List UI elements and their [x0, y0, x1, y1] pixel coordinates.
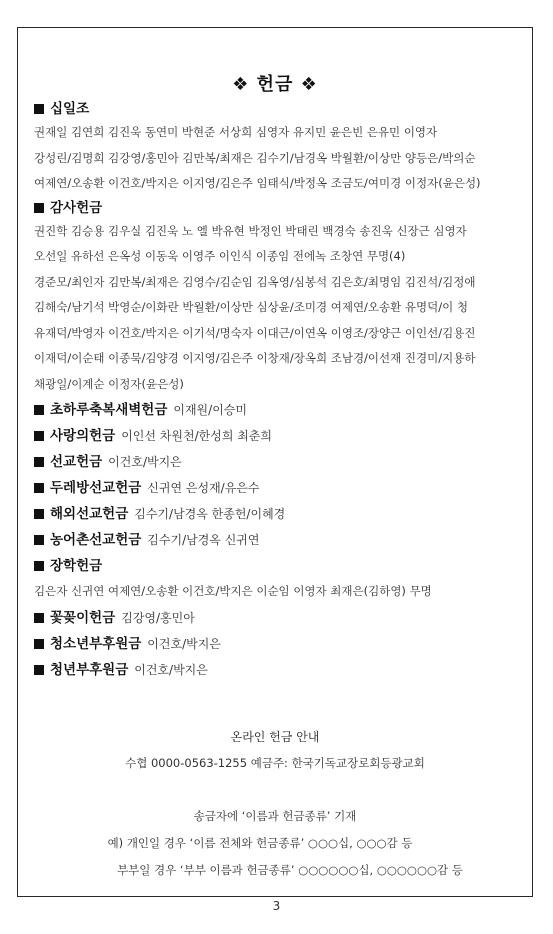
bulletin-frame — [17, 27, 533, 897]
thanks-names-line: 경준모/최인자 김만복/최재은 김영수/김순임 김옥영/심봉석 김은호/최명임 김진석/김정애 — [34, 274, 476, 289]
section-heading-overseas-mission: 해외선교헌금 김수기/남경옥 한종헌/이혜경 — [34, 501, 524, 527]
section-heading-flower: 꽃꽂이헌금 김강영/홍민아 — [34, 605, 524, 631]
square-bullet-icon — [34, 561, 44, 571]
tithe-names-line: 여제연/오송환 이건호/박지은 이지영/김은주 임태식/박정옥 조금도/여미경 이정자(윤은성) — [34, 176, 481, 190]
page-title: ❖ 헌금 ❖ — [232, 74, 318, 95]
sender-instruction: 송금자에 ‘이름과 헌금종류’ 기재 — [193, 809, 357, 823]
section-heading-love: 사랑의헌금 이인선 차원천/한성희 최춘희 — [34, 423, 524, 449]
section-names: 신귀연 은성재/유은수 — [147, 481, 260, 495]
square-bullet-icon — [34, 483, 44, 493]
square-bullet-icon — [34, 639, 44, 649]
tithe-names-line: 강성린/김명희 김강영/홍민아 김만복/최재은 김수기/남경옥 박월환/이상만 양등은/박의순 — [34, 150, 476, 165]
section-heading-mission: 선교헌금 이건호/박지은 — [34, 449, 524, 475]
square-bullet-icon — [34, 203, 44, 213]
thanks-names-line: 이재덕/이순태 이종묵/김양경 이지영/김은주 이창재/장옥희 조남경/이선재 진경미/지용하 — [34, 351, 476, 365]
thanks-names-line: 채광일/이계순 이정자(윤은성) — [34, 376, 184, 391]
section-heading-youth-support: 청소년부후원금 이건호/박지은 — [34, 631, 524, 657]
square-bullet-icon — [34, 104, 44, 114]
section-names: 이건호/박지은 — [134, 662, 208, 677]
section-names: 이인선 차원천/한성희 최춘희 — [121, 429, 272, 443]
page-number: 3 — [272, 899, 281, 913]
section-heading-tithe: 십일조 — [34, 98, 524, 120]
section-heading-thanks: 감사헌금 — [34, 197, 524, 219]
square-bullet-icon — [34, 405, 44, 415]
square-bullet-icon — [34, 457, 44, 467]
section-names: 김강영/홍민아 — [121, 610, 195, 625]
offering-list — [34, 98, 524, 683]
example-individual: 예) 개인일 경우 ‘이름 전체와 헌금종류’ ○○○십, ○○○감 등 — [107, 836, 413, 850]
square-bullet-icon — [34, 535, 44, 545]
section-heading-scholarship: 장학헌금 — [34, 553, 524, 579]
thanks-names-line: 김해숙/남기석 박영순/이화란 박월환/이상만 심상윤/조미경 여제연/오송환 유명덕/이 청 — [34, 300, 468, 314]
section-names: 이건호/박지은 — [108, 455, 182, 469]
square-bullet-icon — [34, 613, 44, 623]
section-names: 이건호/박지은 — [147, 636, 221, 651]
thanks-names-line: 오선일 유하선 은옥성 이동욱 이영주 이인식 이종임 전에녹 조창연 무명(4) — [34, 249, 406, 263]
square-bullet-icon — [34, 665, 44, 675]
online-offering-heading: 온라인 헌금 안내 — [230, 730, 320, 744]
square-bullet-icon — [34, 509, 44, 519]
section-heading-young-adult-support: 청년부후원금 이건호/박지은 — [34, 657, 524, 683]
section-names: 이재원/이승미 — [173, 403, 247, 417]
section-heading-rural-mission: 농어촌선교헌금 김수기/남경옥 신귀연 — [34, 527, 524, 553]
square-bullet-icon — [34, 431, 44, 441]
section-names: 김수기/남경옥 한종헌/이혜경 — [134, 507, 286, 521]
section-heading-durebang-mission: 두레방선교헌금 신귀연 은성재/유은수 — [34, 475, 524, 501]
thanks-names-line: 권진학 김승용 김우실 김진욱 노 엘 박유현 박정인 박태린 백경숙 송진욱 신장근 심영자 — [34, 223, 467, 238]
account-info: 수협 0000-0563-1255 예금주: 한국기독교장로회등광교회 — [125, 756, 425, 770]
tithe-names-line: 권재일 김연희 김진욱 동연미 박현준 서상희 심영자 유지민 윤은빈 은유민 이영자 — [34, 125, 438, 139]
section-heading-dawn-blessing: 초하루축복새벽헌금 이재원/이승미 — [34, 397, 524, 423]
thanks-names-line: 유재덕/박영자 이건호/박지은 이기석/명숙자 이대근/이연옥 이영조/장양근 이인선/김용진 — [34, 325, 476, 340]
scholarship-names-line: 김은자 신귀연 여제연/오송환 이건호/박지은 이순임 이영자 최재은(김하영) 무명 — [34, 584, 432, 598]
section-names: 김수기/남경옥 신귀연 — [147, 533, 260, 547]
example-couple: 부부일 경우 ‘부부 이름과 헌금종류’ ○○○○○○십, ○○○○○○감 등 — [117, 863, 463, 877]
